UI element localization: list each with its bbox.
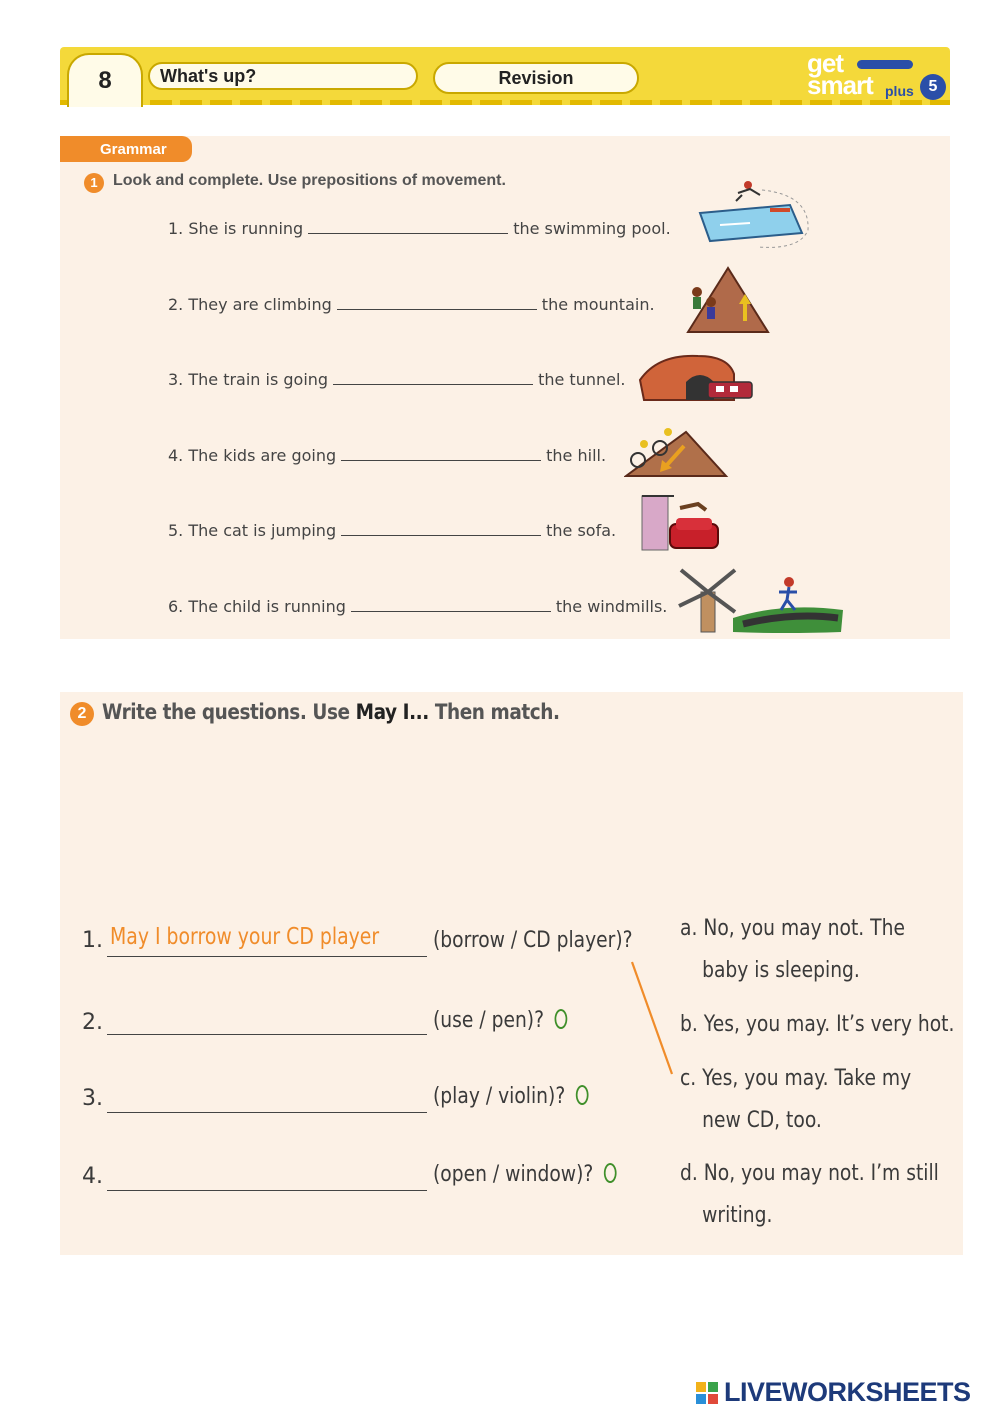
answer-blank-5[interactable] xyxy=(341,521,541,536)
unit-number: 8 xyxy=(67,53,143,107)
get-smart-logo: get smart plus 5 xyxy=(805,50,950,102)
mountain-picture xyxy=(683,266,773,336)
section-label: Revision xyxy=(433,62,639,94)
answer-blank-1[interactable] xyxy=(308,219,508,234)
liveworksheets-logo: LIVEWORKSHEETS xyxy=(696,1377,971,1408)
swimming-pool-picture xyxy=(680,175,820,255)
sentence-3: 3. The train is going the tunnel. xyxy=(168,370,626,389)
sentence-5: 5. The cat is jumping the sofa. xyxy=(168,521,617,540)
match-circle-3[interactable] xyxy=(575,1085,588,1105)
question-1-answer: May I borrow your CD player xyxy=(110,924,380,950)
answer-c: c. Yes, you may. Take my new CD, too. xyxy=(680,1066,912,1133)
match-line xyxy=(628,960,678,1080)
match-circle-4[interactable] xyxy=(604,1163,617,1183)
question-3-cue: (play / violin)? xyxy=(433,1084,588,1109)
answer-blank-6[interactable] xyxy=(351,597,551,612)
question-1-number: 1. xyxy=(82,928,103,953)
question-3-line[interactable] xyxy=(107,1112,427,1113)
question-3-number: 3. xyxy=(82,1086,103,1111)
grammar-tab: Grammar xyxy=(60,136,192,162)
sentence-2: 2. They are climbing the mountain. xyxy=(168,295,655,314)
answer-d: d. No, you may not. I’m still writing. xyxy=(680,1161,939,1228)
sentence-4: 4. The kids are going the hill. xyxy=(168,446,607,465)
tunnel-picture xyxy=(638,350,763,405)
liveworksheets-icon xyxy=(696,1382,718,1404)
exercise-2-instruction: Write the questions. Use May I... Then match. xyxy=(102,700,560,724)
sofa-picture xyxy=(640,494,725,554)
answer-blank-4[interactable] xyxy=(341,446,541,461)
question-4-line[interactable] xyxy=(107,1190,427,1191)
answer-blank-2[interactable] xyxy=(337,295,537,310)
answer-b: b. Yes, you may. It’s very hot. xyxy=(680,1012,955,1037)
windmills-picture xyxy=(673,562,848,637)
question-4-number: 4. xyxy=(82,1164,103,1189)
question-2-line[interactable] xyxy=(107,1034,427,1035)
exercise-2-number: 2 xyxy=(70,702,94,726)
sentence-6: 6. The child is running the windmills. xyxy=(168,597,668,616)
sentence-1: 1. She is running the swimming pool. xyxy=(168,219,671,238)
answer-blank-3[interactable] xyxy=(333,370,533,385)
exercise-1-instruction: Look and complete. Use prepositions of movement. xyxy=(113,172,506,189)
hill-picture xyxy=(624,420,729,478)
question-2-number: 2. xyxy=(82,1010,103,1035)
question-2-cue: (use / pen)? xyxy=(433,1008,567,1033)
exercise-1-number: 1 xyxy=(84,173,104,193)
unit-title: What's up? xyxy=(148,62,418,90)
question-4-cue: (open / window)? xyxy=(433,1162,616,1187)
logo-badge xyxy=(857,60,913,69)
match-circle-2[interactable] xyxy=(554,1009,567,1029)
question-1-line xyxy=(107,956,427,957)
question-1-cue: (borrow / CD player)? xyxy=(433,928,633,953)
answer-a: a. No, you may not. The baby is sleeping. xyxy=(680,916,905,983)
